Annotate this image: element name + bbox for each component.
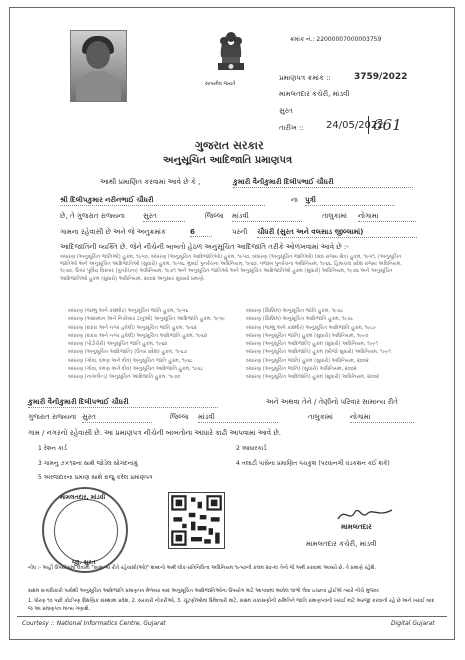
orders-paragraph: બંધારણ (અનુસૂચિત જાતિઓ) હુકમ, ૧૯૫૦, બંધારણ (અનુસૂચિત આદિજાતિઓ) હુકમ, ૧૯૫૦, બંધારણ (અનુસૂચિત જાતિઓ) (સંઘ રાજ્ય ક્ષેત્ર) હુકમ, ૧૯૫૧, (અનુસૂચિત જાતિઓ અને અનુસૂચિત આદિજાતિઓ (સુધારો) હુકમ, ૧૯૫૬, મુંબઈ પુનર્રચના અધિનિયમ, ૧૯૬૦, પંજાબ પુનર્રચના અધિનિયમ, ૧૯૬૬, હિમાચલ પ્રદેશ રાજ્ય અધિનિયમ, ૧૯૭૦, ઉત્તર પૂર્વિય વિસ્તાર (પુનર્રચના) અધિનિયમ, ૧૯૭૧ અને અનુસૂચિત જાતિઓ અને અનુસૂચિત આદિજાતિઓ હુકમ (સુધારો) અધિનિયમ, ૧૯૭૬ અને અનુસૂચિત આદિજાતિઓ હુકમ (સુધારો) અધિનિયમ, ૨૦૦૨ અનુસાર સુધાર્યા પ્રમાણે. [60,254,402,282]
taluka-2: માંડવી [198,413,278,423]
orders-left-list [68,307,225,382]
holder-name: કુમારી વૈનીકુમારી દિલીપભાઈ ચૌધરી [233,178,413,188]
emblem-caption: સત્યમેવ જયતે [205,81,236,87]
recognised-text: આદિજાતિની વ્યક્તિ છે. જેને નીચેની બાબતો હેઠળ અનુસૂચિત આદિજાતિ તરીકે ઓળખવામાં આવે છે :- [60,243,349,251]
cert-no: 3759/2022 [354,72,408,82]
applicant-photo [70,30,127,102]
qr-code-icon [168,492,225,549]
government-title: ગુજરાત સરકાર [195,139,264,152]
order-item: બંધારણ (નાગાલેન્ડ) અનુસૂચિત આદિજાતિ હુકમ, ૧૯૭૦ [68,374,181,381]
tribe-name: ચૌધરી (સુરત અને વલસાડ જીલ્લામાં) [257,228,417,238]
order-item: બંધારણ (અનુસૂચિત આદિજાતિ) હુકમ (બીજો સુધારો) અધિનિયમ, ૧૯૯૧ [246,349,391,356]
parent-name: શ્રી દિલીપકુમાર નરીનભાઈ ચૌધરી [60,196,265,206]
district-name: સુરત [279,107,293,115]
taluka-label-2: તાલુકામાં [308,413,333,421]
seal-top-text: મામલતદાર, માંડવી [60,494,106,501]
serial-no: 6 [190,228,212,237]
district-1: સુરત [143,212,185,222]
village-row-label: ગામના રહેવાસી છે અને જે અનુક્રમાંક [60,228,166,236]
order-item: બંધારણ (અનુસૂચિત જાતિ) હુકમ (સુધારો) અધિનિયમ, ૧૯૯૦ [246,332,369,339]
document-item: 1 રેશન કાર્ડ [38,445,67,452]
orders-right-list [246,307,391,382]
resident-suffix: અને અથવા તેને / તેણીનો પરિવાર સામાન્ય રીતે [266,398,398,406]
order-item: બંધારણ (અનુસૂચિત જાતિ) (સુધારો) અધિનિયમ, ૨૦૦૨ [246,366,357,373]
order-item: બંધારણ (ગોવા, દમણ અને દીવ) અનુસૂચિત આદિજાતિ હુકમ, ૧૯૬૮ [68,366,204,373]
order-item: બંધારણ (પોંડીચેરી) અનુસૂચિત જાતિ હુકમ, ૧૯૬૪ [68,341,168,348]
order-item: બંધારણ (આંદામાન અને નિકોબાર ટાપુઓ) અનુસૂચિત આદિજાતિ હુકમ, ૧૯૫૯ [68,316,226,323]
intro-text: આથી પ્રમાણિત કરવામાં આવે છે કે , [100,178,201,186]
brand-text: Digital Gujarat [391,620,435,627]
village-2: નોગામા [350,413,414,423]
order-item: બંધારણ (જમ્મુ અને કાશ્મીર) અનુસૂચિત આદિજાતિ હુકમ, ૧૯૮૯ [246,324,377,331]
order-item: બંધારણ (સિક્કિમ) અનુસૂચિત જાતિ હુકમ, ૧૯૭૮ [246,308,344,314]
document-item: 2 આધારકાર્ડ [236,445,267,452]
order-item: બંધારણ (અનુસૂચિત આદિજાતિ) હુકમ (સુધારો) અધિનિયમ, ૨૦૦૨ [246,374,380,381]
signatory-office: મામલતદાર કચેરી, માંડવી [306,540,377,548]
barcode-label: ક્રમાંક નં.: 22000007000003759 [290,36,382,43]
footer-divider [17,616,447,617]
district-label-1: જિલ્લા [205,212,224,220]
order-item: બંધારણ (સિક્કિમ) અનુસૂચિત આદિજાતિ હુકમ, ૧૯૭૮ [246,316,354,323]
signature-mark-icon [335,503,395,525]
state-emblem-icon [212,27,250,79]
serial-suffix: પરની [232,228,248,236]
document-item: 3 ગામનુ ૭×૧૨ના સાથે જોડેલ સોગંદનામું [38,460,138,467]
date-label: તારીખ :: [279,124,304,132]
document-item: 4 તલાટી પાસેના પ્રમાણિત પંચકુશ (પરવાનગી વડકથન કઈ શકે) [236,460,390,467]
note-1: નોંધ :- અહીં ઉપયોગમાં લેવામાં "સામાન્ય રીતે રહેવાસી(ઓ)" શબ્દનો અર્થ લોક-પ્રતિનિધિત્વ અધિનિયમ ૧૯૫૦ની કલમ ૨૦-માં તેનો જે અર્થ કરવામાં આવ્યો છે, તે પ્રમાણે રહેશે. [28,565,377,571]
order-item: બંધારણ (અનુસૂચિત જાતિ) હુકમ (સુધારો) અધિનિયમ, ૨૦૦૨ [246,357,369,364]
note-3: 1. ધોરણ ૧૦ પછી કોઈપણ શૈક્ષણિક સંસ્થામાં પ્રવેશ, 2. સરકારી નોકરીઓ, 3. ચૂંટણીઓમાં ઉમેદવારી માટે, સક્ષમ ચકાસણીની સમિતિને જાતિ પ્રમાણપત્રની ખરાઈ માટે અરજી કરવાની રહે છે અને ખરાઈ બાદ જ આ પ્રમાણપત્ર માન્ય ગણાશે. [28,598,435,612]
courtesy-text: Courtesy :: National Informatics Centre, Gujarat [22,620,166,627]
order-item: બંધારણ (દાદરા અને નગર હવેલી) અનુસૂચિત આદિજાતિ હુકમ, ૧૯૬૨ [68,332,208,339]
relation: પુત્રી [305,196,395,206]
state-2: ગુજરાત રાજ્યના [28,413,77,421]
office-seal [42,487,128,573]
handwritten-number: 661 [368,116,402,134]
district-label-2: જિલ્લા [170,413,189,421]
taluka-label-1: તાલુકામાં [322,212,347,220]
certificate-title: અનુસૂચિત આદિજાતિ પ્રમાણપત્ર [163,155,293,166]
state-prefix: છે, તે ગુજરાત રાજ્યના [60,212,125,220]
resident-name: કુમારી વૈનીકુમારી દિલીપભાઈ ચૌધરી [28,398,218,408]
taluka-1: માંડવી [232,212,302,222]
order-item: બંધારણ (અનુસૂચિત આદિજાતિ) (ઉત્તર પ્રદેશ) હુકમ, ૧૯૬૭ [68,349,187,356]
district-2: સુરત [82,413,152,423]
note-2: સક્ષમ સત્તાધિકારી પાસેથી અનુસૂચિત આદિજાતિ પ્રમાણપત્ર મેળવ્યા બાદ અનુસૂચિત આદિજાતિઓના ઉપયોગ માટે આપવામાં આવેલ લાભો લેવા ઇચ્છતા હોઈએ ત્યારે નીચે મુજબ: [28,588,380,594]
signatory-title: મામલતદાર [341,523,372,531]
seal-bottom-text: જી. સુરત [72,559,96,566]
order-item: બંધારણ (દાદરા અને નગર હવેલી) અનુસૂચિત જાતિ હુકમ, ૧૯૬૨ [68,324,197,331]
relation-prefix: ના [291,196,298,204]
document-item: 5 અરજદારના પ્રમાણ સાથે રાજુ કરેલ પ્રમાણપત્ર [38,474,153,481]
village-1: નોગામા [358,212,416,222]
order-item: બંધારણ (અનુસૂચિત આદિજાતિ) હુકમ (સુધારો) અધિનિયમ, ૧૯૯૧ [246,341,378,348]
order-item: બંધારણ (ગોવા, દમણ અને દીવ) અનુસૂચિત જાતિ હુકમ, ૧૯૬૮ [68,357,193,364]
order-item: બંધારણ (જમ્મુ અને કાશ્મીર) અનુસૂચિત જાતિ હુકમ, ૧૯૫૬ [68,308,189,314]
office-name: મામલતદાર કચેરી, માંડવી [279,90,350,98]
basis-text: ગામ / નગરનો રહેવાસી છે. આ પ્રમાણપત્ર નીચેની બાબતોના આધારે કાઢી આપવામાં આવે છે. [28,429,281,437]
cert-no-label: પ્રમાણપત્ર ક્રમાંક :: [279,74,331,82]
issue-date: 24/05/2022 [326,120,384,131]
